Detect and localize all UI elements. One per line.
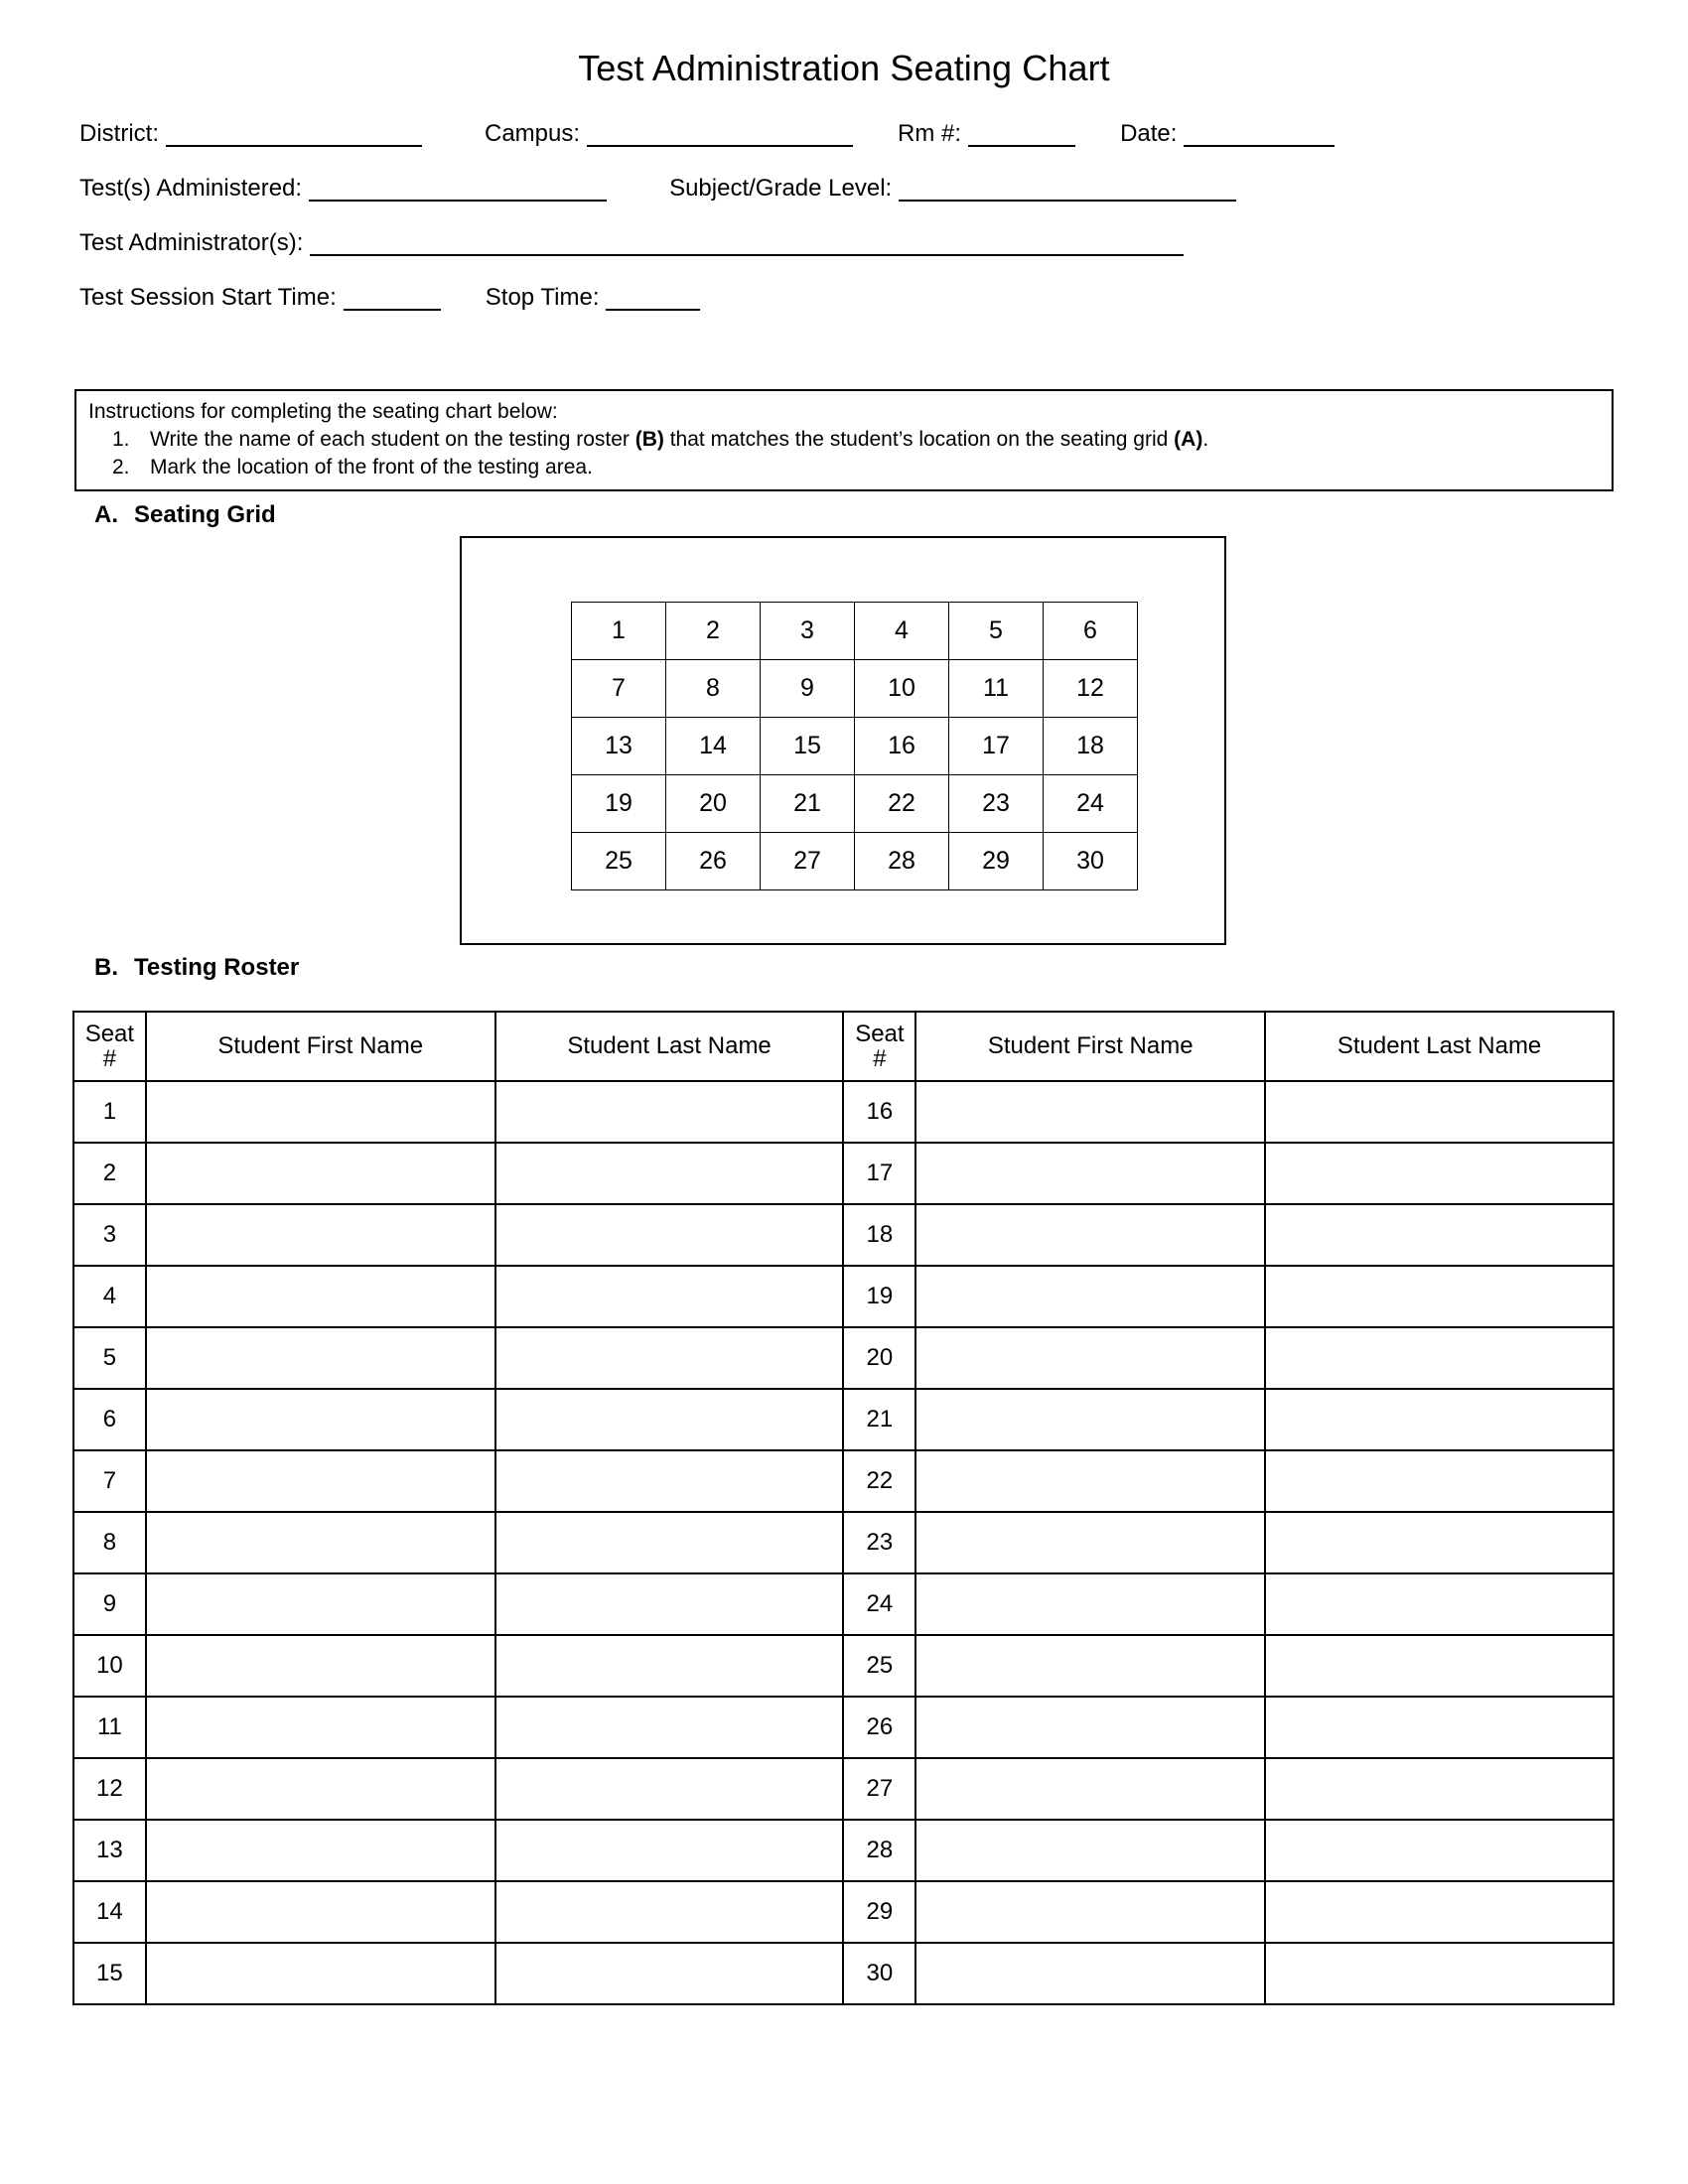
seat-cell[interactable]: 9: [761, 660, 855, 718]
stop-time-label: Stop Time:: [485, 284, 600, 311]
roster-seat-right: 21: [843, 1389, 915, 1450]
section-a-letter: A.: [94, 501, 118, 528]
seat-cell[interactable]: 27: [761, 833, 855, 890]
header-seat-right-line2: #: [873, 1045, 887, 1072]
instructions-box: [74, 389, 1614, 491]
date-input[interactable]: [1184, 123, 1335, 147]
roster-first-name-left[interactable]: [146, 1512, 495, 1573]
roster-first-name-right[interactable]: [915, 1697, 1265, 1758]
roster-seat-right: 28: [843, 1820, 915, 1881]
roster-last-name-left[interactable]: [495, 1820, 844, 1881]
roster-last-name-left[interactable]: [495, 1697, 844, 1758]
roster-seat-left: 6: [73, 1389, 146, 1450]
table-row: [73, 1512, 1614, 1573]
roster-first-name-right[interactable]: [915, 1881, 1265, 1943]
seat-cell[interactable]: 24: [1044, 775, 1138, 833]
roster-seat-right: 25: [843, 1635, 915, 1697]
roster-last-name-right[interactable]: [1265, 1943, 1614, 2004]
roster-first-name-right[interactable]: [915, 1204, 1265, 1266]
seat-cell[interactable]: 4: [855, 603, 949, 660]
table-row: [73, 1204, 1614, 1266]
roster-seat-left: 11: [73, 1697, 146, 1758]
form-row-times: [79, 285, 1617, 311]
seat-cell[interactable]: 6: [1044, 603, 1138, 660]
roster-first-name-right[interactable]: [915, 1450, 1265, 1512]
subject-grade-level-input[interactable]: [899, 178, 1236, 202]
roster-last-name-left[interactable]: [495, 1635, 844, 1697]
room-number-label: Rm #:: [898, 120, 962, 147]
roster-last-name-left[interactable]: [495, 1881, 844, 1943]
roster-last-name-left[interactable]: [495, 1573, 844, 1635]
test-administrator-label: Test Administrator(s):: [79, 229, 304, 256]
seat-cell[interactable]: 16: [855, 718, 949, 775]
seat-cell[interactable]: 7: [572, 660, 666, 718]
roster-last-name-left[interactable]: [495, 1143, 844, 1204]
seating-grid-row: [572, 833, 1138, 890]
roster-seat-right: 20: [843, 1327, 915, 1389]
roster-last-name-left[interactable]: [495, 1512, 844, 1573]
roster-first-name-right[interactable]: [915, 1143, 1265, 1204]
section-b-letter: B.: [94, 954, 118, 981]
roster-seat-left: 10: [73, 1635, 146, 1697]
table-row: [73, 1081, 1614, 1143]
roster-last-name-right[interactable]: [1265, 1635, 1614, 1697]
instruction-1-text: [150, 426, 1602, 453]
roster-first-name-left[interactable]: [146, 1081, 495, 1143]
roster-last-name-right[interactable]: [1265, 1697, 1614, 1758]
roster-seat-right: 29: [843, 1881, 915, 1943]
roster-last-name-left[interactable]: [495, 1081, 844, 1143]
roster-last-name-right[interactable]: [1265, 1327, 1614, 1389]
seat-cell[interactable]: 2: [666, 603, 761, 660]
seat-cell[interactable]: 29: [949, 833, 1044, 890]
seating-grid-row: [572, 603, 1138, 660]
roster-first-name-right[interactable]: [915, 1820, 1265, 1881]
roster-first-name-left[interactable]: [146, 1635, 495, 1697]
roster-first-name-right[interactable]: [915, 1635, 1265, 1697]
instruction-1-text-mid: that matches the student’s location on the seating grid: [663, 428, 1175, 452]
table-row: [73, 1450, 1614, 1512]
table-row: [73, 1820, 1614, 1881]
roster-header: [73, 1012, 1614, 1081]
roster-first-name-left[interactable]: [146, 1204, 495, 1266]
district-label: District:: [79, 120, 159, 147]
seat-cell[interactable]: 10: [855, 660, 949, 718]
test-administrator-input[interactable]: [310, 232, 1184, 256]
testing-roster-table: [72, 1011, 1615, 2005]
campus-label: Campus:: [485, 120, 581, 147]
table-row: [73, 1389, 1614, 1450]
section-a-heading: [94, 501, 276, 529]
seat-cell[interactable]: 3: [761, 603, 855, 660]
roster-first-name-left[interactable]: [146, 1143, 495, 1204]
section-b-heading: [94, 954, 299, 982]
roster-first-name-left[interactable]: [146, 1450, 495, 1512]
header-first-name-right: Student First Name: [915, 1012, 1265, 1081]
roster-first-name-left[interactable]: [146, 1820, 495, 1881]
roster-seat-right: 27: [843, 1758, 915, 1820]
table-row: [73, 1881, 1614, 1943]
form-row-administrator: [79, 230, 1617, 256]
roster-last-name-right[interactable]: [1265, 1266, 1614, 1327]
roster-last-name-right[interactable]: [1265, 1389, 1614, 1450]
table-row: [73, 1943, 1614, 2004]
roster-last-name-right[interactable]: [1265, 1450, 1614, 1512]
stop-time-input[interactable]: [606, 287, 700, 311]
seat-cell[interactable]: 8: [666, 660, 761, 718]
seat-cell[interactable]: 21: [761, 775, 855, 833]
roster-last-name-right[interactable]: [1265, 1881, 1614, 1943]
roster-last-name-left[interactable]: [495, 1450, 844, 1512]
header-seat-right-line1: Seat: [855, 1020, 905, 1047]
roster-seat-left: 13: [73, 1820, 146, 1881]
seat-cell[interactable]: 15: [761, 718, 855, 775]
roster-seat-left: 5: [73, 1327, 146, 1389]
roster-seat-left: 2: [73, 1143, 146, 1204]
seating-grid-row: [572, 718, 1138, 775]
seat-cell[interactable]: 12: [1044, 660, 1138, 718]
roster-first-name-left[interactable]: [146, 1266, 495, 1327]
roster-body: [73, 1081, 1614, 2004]
district-input[interactable]: [166, 123, 422, 147]
seating-grid-body: [572, 603, 1138, 890]
instruction-1-ref-a: (A): [1174, 428, 1203, 452]
table-row: [73, 1573, 1614, 1635]
seat-cell[interactable]: 18: [1044, 718, 1138, 775]
seating-area-frame: [460, 536, 1226, 945]
room-number-input[interactable]: [968, 123, 1075, 147]
seat-cell[interactable]: 5: [949, 603, 1044, 660]
section-b-title: Testing Roster: [134, 954, 300, 981]
roster-first-name-right[interactable]: [915, 1327, 1265, 1389]
seat-cell[interactable]: 19: [572, 775, 666, 833]
roster-first-name-left[interactable]: [146, 1881, 495, 1943]
start-time-input[interactable]: [344, 287, 441, 311]
date-label: Date:: [1120, 120, 1178, 147]
roster-first-name-right[interactable]: [915, 1389, 1265, 1450]
seat-cell[interactable]: 11: [949, 660, 1044, 718]
header-seat-left-line1: Seat: [84, 1020, 135, 1047]
roster-seat-right: 17: [843, 1143, 915, 1204]
roster-last-name-right[interactable]: [1265, 1573, 1614, 1635]
seat-cell[interactable]: 23: [949, 775, 1044, 833]
roster-last-name-right[interactable]: [1265, 1081, 1614, 1143]
roster-first-name-left[interactable]: [146, 1758, 495, 1820]
instruction-1-number: 1.: [112, 428, 130, 452]
tests-administered-label: Test(s) Administered:: [79, 175, 303, 202]
table-row: [73, 1635, 1614, 1697]
roster-last-name-left[interactable]: [495, 1266, 844, 1327]
roster-last-name-left[interactable]: [495, 1943, 844, 2004]
roster-last-name-right[interactable]: [1265, 1204, 1614, 1266]
header-form-fields: [0, 121, 1688, 311]
start-time-label: Test Session Start Time:: [79, 284, 337, 311]
roster-first-name-right[interactable]: [915, 1943, 1265, 2004]
header-seat-left-line2: #: [102, 1045, 117, 1072]
seat-cell[interactable]: 22: [855, 775, 949, 833]
roster-seat-left: 8: [73, 1512, 146, 1573]
instruction-2-text: Mark the location of the front of the testing area.: [150, 455, 593, 478]
roster-last-name-right[interactable]: [1265, 1820, 1614, 1881]
roster-last-name-left[interactable]: [495, 1204, 844, 1266]
seat-cell[interactable]: 28: [855, 833, 949, 890]
roster-seat-left: 3: [73, 1204, 146, 1266]
roster-first-name-right[interactable]: [915, 1081, 1265, 1143]
table-row: [73, 1327, 1614, 1389]
instruction-item-2: [112, 454, 1602, 480]
header-last-name-right: Student Last Name: [1265, 1012, 1614, 1081]
roster-first-name-right[interactable]: [915, 1758, 1265, 1820]
roster-seat-right: 22: [843, 1450, 915, 1512]
roster-header-row: [73, 1012, 1614, 1081]
seat-cell[interactable]: 20: [666, 775, 761, 833]
roster-first-name-left[interactable]: [146, 1389, 495, 1450]
roster-seat-left: 9: [73, 1573, 146, 1635]
roster-seat-right: 26: [843, 1697, 915, 1758]
seating-grid: [571, 602, 1138, 890]
roster-seat-right: 23: [843, 1512, 915, 1573]
roster-last-name-right[interactable]: [1265, 1758, 1614, 1820]
roster-seat-right: 16: [843, 1081, 915, 1143]
roster-seat-left: 14: [73, 1881, 146, 1943]
seat-cell[interactable]: 30: [1044, 833, 1138, 890]
table-row: [73, 1143, 1614, 1204]
seating-grid-row: [572, 775, 1138, 833]
roster-last-name-right[interactable]: [1265, 1143, 1614, 1204]
subject-grade-level-label: Subject/Grade Level:: [669, 175, 893, 202]
roster-last-name-left[interactable]: [495, 1389, 844, 1450]
seating-grid-row: [572, 660, 1138, 718]
roster-first-name-left[interactable]: [146, 1943, 495, 2004]
seat-cell[interactable]: 13: [572, 718, 666, 775]
roster-first-name-right[interactable]: [915, 1573, 1265, 1635]
seat-cell[interactable]: 1: [572, 603, 666, 660]
table-row: [73, 1266, 1614, 1327]
instructions-heading: Instructions for completing the seating chart below:: [88, 400, 558, 423]
instruction-1-text-after: .: [1202, 428, 1209, 452]
seat-cell[interactable]: 17: [949, 718, 1044, 775]
tests-administered-input[interactable]: [309, 178, 607, 202]
roster-first-name-left[interactable]: [146, 1697, 495, 1758]
roster-seat-right: 24: [843, 1573, 915, 1635]
instruction-2-number: 2.: [112, 455, 130, 478]
form-row-district-campus-room-date: [79, 121, 1617, 147]
roster-first-name-left[interactable]: [146, 1573, 495, 1635]
header-seat-number-left: [73, 1012, 146, 1081]
roster-seat-left: 7: [73, 1450, 146, 1512]
page-title: Test Administration Seating Chart: [578, 48, 1110, 88]
roster-seat-left: 4: [73, 1266, 146, 1327]
section-a-title: Seating Grid: [134, 501, 276, 528]
instruction-1-text-before: Write the name of each student on the testing roster: [150, 428, 635, 452]
roster-last-name-left[interactable]: [495, 1758, 844, 1820]
form-row-tests-subject: [79, 176, 1617, 202]
header-last-name-left: Student Last Name: [495, 1012, 844, 1081]
roster-seat-right: 19: [843, 1266, 915, 1327]
roster-seat-left: 15: [73, 1943, 146, 2004]
roster-last-name-right[interactable]: [1265, 1512, 1614, 1573]
seat-cell[interactable]: 26: [666, 833, 761, 890]
header-seat-number-right: [843, 1012, 915, 1081]
instruction-1-ref-b: (B): [634, 428, 664, 452]
roster-first-name-right[interactable]: [915, 1266, 1265, 1327]
roster-first-name-right[interactable]: [915, 1512, 1265, 1573]
campus-input[interactable]: [587, 123, 853, 147]
roster-first-name-left[interactable]: [146, 1327, 495, 1389]
instruction-item-1: [112, 426, 1602, 453]
roster-seat-left: 12: [73, 1758, 146, 1820]
roster-seat-right: 18: [843, 1204, 915, 1266]
instructions-list: [88, 426, 1602, 480]
roster-last-name-left[interactable]: [495, 1327, 844, 1389]
seat-cell[interactable]: 25: [572, 833, 666, 890]
table-row: [73, 1697, 1614, 1758]
roster-seat-left: 1: [73, 1081, 146, 1143]
seat-cell[interactable]: 14: [666, 718, 761, 775]
roster-seat-right: 30: [843, 1943, 915, 2004]
table-row: [73, 1758, 1614, 1820]
header-first-name-left: Student First Name: [146, 1012, 495, 1081]
